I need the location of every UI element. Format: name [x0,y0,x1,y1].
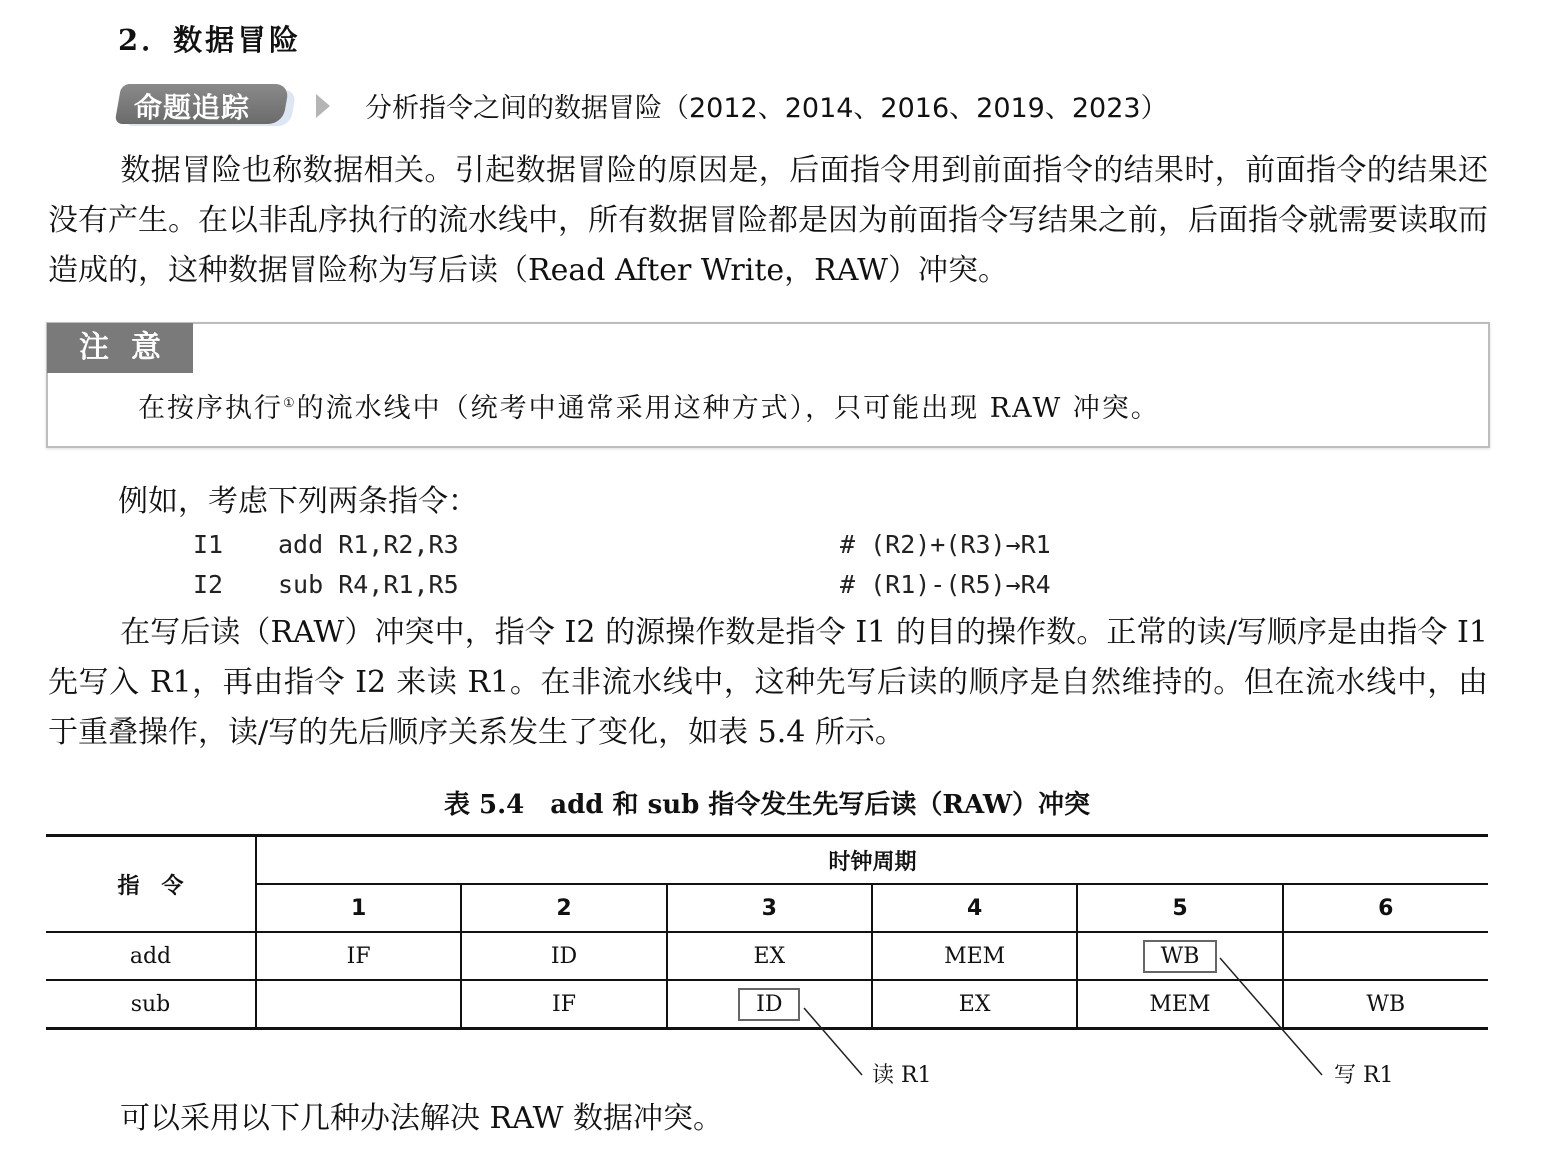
clock-cycle-header: 时钟周期 [256,836,1488,885]
table-cell [1283,932,1488,980]
cycle-1: 1 [256,884,461,932]
code-line-1-instr: add R1,R2,R3 [278,530,459,559]
cycle-6: 6 [1283,884,1488,932]
table-cell: EX [872,980,1077,1029]
code-line-1-comment: # (R2)+(R3)→R1 [840,530,1051,559]
cycle-4: 4 [872,884,1077,932]
table-cell [1077,932,1282,980]
paragraph-raw-text: 在写后读（RAW）冲突中，指令 I2 的源操作数是指令 I1 的目的操作数。正常的读/写顺序是由指令 I1 先写入 R1，再由指令 I2 来读 R1。在非流水线中，这种先写后读的顺序是自然维持的。但在流水线中，由于重叠操作，读/写的先后顺序关系发生了变化，如表 5.4 所示。 [48,615,1488,750]
table-cell: EX [667,932,872,980]
example-intro: 例如，考虑下列两条指令： [118,484,478,519]
table-cell: IF [461,980,666,1029]
table-row [46,980,1488,1029]
table-cell [667,980,872,1029]
section-title: 2．数据冒险 [118,23,302,57]
table-row [46,932,1488,980]
note-box [46,322,1490,448]
code-line-2-id: I2 [193,570,224,599]
cycle-3: 3 [667,884,872,932]
paragraph-definition-text: 数据冒险也称数据相关。引起数据冒险的原因是，后面指令用到前面指令的结果时，前面指令的结果还没有产生。在以非乱序执行的流水线中，所有数据冒险都是因为前面指令写结果之前，后面指令就需要读取而造成的，这种数据冒险称为写后读（Read After Write，RAW）冲突。 [48,153,1488,288]
play-arrow-icon [316,94,330,118]
paragraph-solutions-text: 可以采用以下几种办法解决 RAW 数据冲突。 [120,1101,723,1136]
footnote-mark: ① [283,396,297,411]
note-text [138,386,1160,425]
write-r1-label: 写 R1 [1334,1063,1394,1088]
row-add-name: add [46,932,256,980]
tracking-text: 分析指令之间的数据冒险（2012、2014、2016、2019、2023） [365,93,1168,124]
cycle-number-row [46,884,1488,932]
cycle-5: 5 [1077,884,1282,932]
note-text-before: 在按序执行 [138,393,283,424]
table-cell [256,980,461,1029]
note-title: 注意 [47,323,193,373]
tracking-tag: 命题追踪 [134,91,251,124]
code-line-2-comment: # (R1)-(R5)→R4 [840,570,1051,599]
table-cell: MEM [1077,980,1282,1029]
write-stage-highlight: WB [1143,940,1218,973]
read-stage-highlight: ID [738,988,800,1021]
code-line-1-id: I1 [193,530,224,559]
note-text-after: 的流水线中（统考中通常采用这种方式），只可能出现 RAW 冲突。 [296,393,1160,424]
table-cell: ID [461,932,666,980]
pipeline-table [46,834,1488,1030]
table-header-row [46,836,1488,885]
row-sub-name: sub [46,980,256,1029]
cycle-2: 2 [461,884,666,932]
paragraph-definition [48,146,1488,296]
code-line-2-instr: sub R4,R1,R5 [278,570,459,599]
table-cell: IF [256,932,461,980]
table-cell: MEM [872,932,1077,980]
table-caption: 表 5.4 add 和 sub 指令发生先写后读（RAW）冲突 [443,790,1091,820]
paragraph-raw-explanation [48,608,1488,758]
read-r1-label: 读 R1 [872,1063,932,1088]
instruction-header: 指 令 [46,836,256,933]
table-cell: WB [1283,980,1488,1029]
paragraph-solutions-intro [48,1094,1488,1144]
